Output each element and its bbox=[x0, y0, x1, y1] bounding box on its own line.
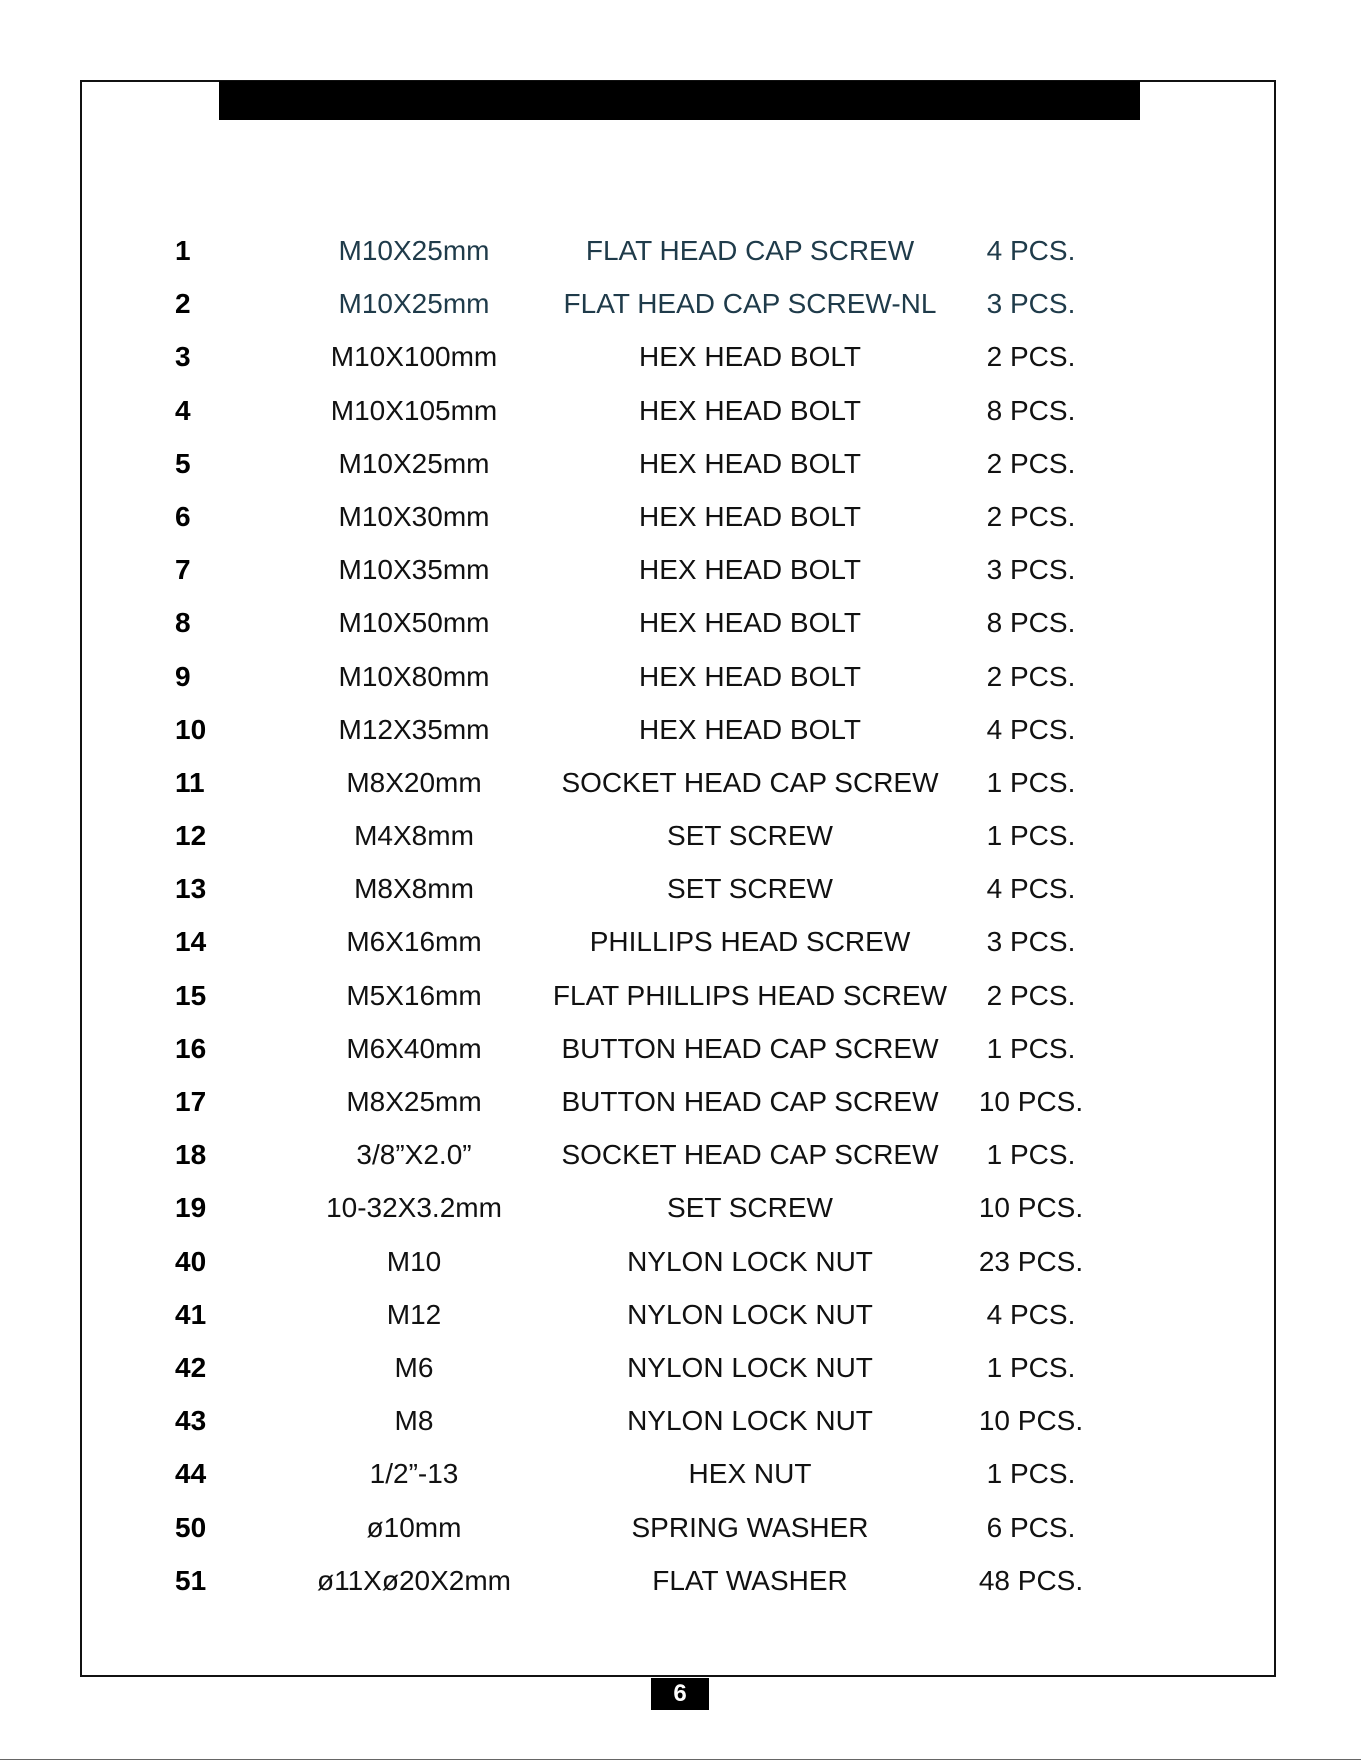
part-number: 9 bbox=[175, 660, 191, 692]
part-quantity: 4 PCS. bbox=[986, 873, 1076, 905]
part-quantity: 2 PCS. bbox=[986, 447, 1076, 479]
hardware-row bbox=[0, 596, 1361, 649]
part-description: HEX NUT bbox=[688, 1458, 812, 1490]
part-number: 19 bbox=[175, 1192, 207, 1224]
part-number: 16 bbox=[175, 1032, 207, 1064]
part-size: M12X35mm bbox=[338, 713, 490, 745]
part-description: HEX HEAD BOLT bbox=[639, 500, 861, 532]
hardware-row bbox=[0, 384, 1361, 437]
part-quantity: 2 PCS. bbox=[986, 341, 1076, 373]
hardware-row bbox=[0, 809, 1361, 862]
hardware-row bbox=[0, 862, 1361, 915]
part-description: NYLON LOCK NUT bbox=[627, 1351, 873, 1383]
part-quantity: 4 PCS. bbox=[986, 713, 1076, 745]
part-description: HEX HEAD BOLT bbox=[639, 554, 861, 586]
hardware-row bbox=[0, 969, 1361, 1022]
part-quantity: 10 PCS. bbox=[978, 1405, 1084, 1437]
hardware-row bbox=[0, 490, 1361, 543]
part-number: 3 bbox=[175, 341, 191, 373]
part-quantity: 10 PCS. bbox=[978, 1086, 1084, 1117]
part-description: HEX HEAD BOLT bbox=[639, 607, 861, 639]
hardware-row bbox=[0, 1075, 1361, 1128]
part-number: 8 bbox=[175, 607, 191, 639]
part-description: HEX HEAD BOLT bbox=[639, 341, 861, 373]
part-number: 40 bbox=[175, 1245, 207, 1277]
part-size: M6X40mm bbox=[346, 1032, 482, 1064]
part-size: M10X105mm bbox=[330, 394, 498, 426]
part-quantity: 3 PCS. bbox=[986, 926, 1076, 958]
part-quantity: 10 PCS. bbox=[978, 1192, 1084, 1224]
part-description: PHILLIPS HEAD SCREW bbox=[589, 926, 911, 958]
part-size: M10X100mm bbox=[330, 341, 498, 373]
part-quantity: 2 PCS. bbox=[986, 500, 1076, 532]
part-number: 4 bbox=[175, 394, 191, 426]
part-description: NYLON LOCK NUT bbox=[627, 1245, 873, 1277]
part-size: M10X80mm bbox=[338, 660, 490, 692]
part-description: SET SCREW bbox=[667, 1192, 833, 1224]
part-number: 13 bbox=[175, 873, 207, 905]
part-number: 15 bbox=[175, 979, 207, 1011]
part-number: 1 bbox=[175, 235, 191, 266]
part-number: 17 bbox=[175, 1086, 207, 1117]
part-description: SOCKET HEAD CAP SCREW bbox=[561, 1139, 939, 1171]
part-description: SOCKET HEAD CAP SCREW bbox=[561, 766, 939, 798]
header-bar bbox=[219, 81, 1140, 120]
part-size: 10-32X3.2mm bbox=[326, 1192, 502, 1224]
part-size: M10X25mm bbox=[338, 235, 490, 266]
part-quantity: 3 PCS. bbox=[986, 288, 1076, 320]
part-quantity: 1 PCS. bbox=[986, 766, 1076, 798]
part-number: 6 bbox=[175, 500, 191, 532]
part-quantity: 1 PCS. bbox=[986, 1139, 1076, 1171]
hardware-row bbox=[0, 756, 1361, 809]
part-number: 18 bbox=[175, 1139, 207, 1171]
part-size: M8X8mm bbox=[354, 873, 474, 905]
hardware-row bbox=[0, 1501, 1361, 1554]
part-number: 11 bbox=[175, 766, 205, 798]
part-number: 7 bbox=[175, 554, 191, 586]
part-size: M10X30mm bbox=[338, 500, 490, 532]
part-quantity: 3 PCS. bbox=[986, 554, 1076, 586]
part-description: NYLON LOCK NUT bbox=[627, 1405, 873, 1437]
hardware-row bbox=[0, 1022, 1361, 1075]
hardware-row bbox=[0, 1181, 1361, 1234]
part-size: M10 bbox=[386, 1245, 442, 1277]
part-size: M8X25mm bbox=[346, 1086, 482, 1117]
part-size: M10X25mm bbox=[338, 447, 490, 479]
hardware-row bbox=[0, 1447, 1361, 1500]
part-number: 42 bbox=[175, 1351, 207, 1383]
part-quantity: 1 PCS. bbox=[986, 1032, 1076, 1064]
hardware-row bbox=[0, 1288, 1361, 1341]
part-number: 51 bbox=[175, 1564, 207, 1596]
part-number: 50 bbox=[175, 1511, 207, 1543]
part-number: 2 bbox=[175, 288, 191, 320]
part-quantity: 4 PCS. bbox=[986, 235, 1076, 266]
part-number: 44 bbox=[175, 1458, 207, 1490]
part-quantity: 1 PCS. bbox=[986, 1351, 1076, 1383]
part-size: M10X35mm bbox=[338, 554, 490, 586]
part-size: M6 bbox=[394, 1351, 434, 1383]
hardware-row bbox=[0, 543, 1361, 596]
part-description: SPRING WASHER bbox=[631, 1511, 869, 1543]
part-quantity: 8 PCS. bbox=[986, 394, 1076, 426]
part-size: M8 bbox=[394, 1405, 434, 1437]
hardware-row bbox=[0, 1128, 1361, 1181]
part-description: BUTTON HEAD CAP SCREW bbox=[561, 1032, 939, 1064]
part-quantity: 48 PCS. bbox=[978, 1564, 1084, 1596]
part-quantity: 8 PCS. bbox=[986, 607, 1076, 639]
part-description: HEX HEAD BOLT bbox=[639, 447, 861, 479]
part-description: HEX HEAD BOLT bbox=[639, 394, 861, 426]
part-size: 3/8”X2.0” bbox=[356, 1139, 472, 1171]
hardware-row bbox=[0, 1341, 1361, 1394]
part-number: 41 bbox=[175, 1298, 207, 1330]
part-size: M8X20mm bbox=[346, 766, 482, 798]
part-description: FLAT WASHER bbox=[652, 1564, 848, 1596]
part-number: 43 bbox=[175, 1405, 207, 1437]
part-description: NYLON LOCK NUT bbox=[627, 1298, 873, 1330]
part-quantity: 2 PCS. bbox=[986, 979, 1076, 1011]
part-size: ø11Xø20X2mm bbox=[317, 1564, 511, 1596]
hardware-row bbox=[0, 277, 1361, 330]
hardware-row bbox=[0, 650, 1361, 703]
part-size: M6X16mm bbox=[346, 926, 482, 958]
hardware-row bbox=[0, 1554, 1361, 1607]
part-size: ø10mm bbox=[366, 1511, 462, 1543]
part-size: M12 bbox=[386, 1298, 442, 1330]
page-number: 6 bbox=[651, 1678, 709, 1710]
part-quantity: 1 PCS. bbox=[986, 1458, 1076, 1490]
part-quantity: 23 PCS. bbox=[978, 1245, 1084, 1277]
part-description: BUTTON HEAD CAP SCREW bbox=[561, 1086, 939, 1117]
hardware-row bbox=[0, 1235, 1361, 1288]
part-size: 1/2”-13 bbox=[369, 1458, 459, 1490]
part-size: M5X16mm bbox=[346, 979, 482, 1011]
part-quantity: 2 PCS. bbox=[986, 660, 1076, 692]
part-description: HEX HEAD BOLT bbox=[639, 660, 861, 692]
part-description: FLAT HEAD CAP SCREW-NL bbox=[563, 288, 937, 320]
part-quantity: 4 PCS. bbox=[986, 1298, 1076, 1330]
part-number: 5 bbox=[175, 447, 191, 479]
part-number: 12 bbox=[175, 820, 207, 852]
part-size: M10X50mm bbox=[338, 607, 490, 639]
hardware-row bbox=[0, 437, 1361, 490]
part-size: M4X8mm bbox=[354, 820, 474, 852]
hardware-row bbox=[0, 703, 1361, 756]
hardware-row bbox=[0, 1394, 1361, 1447]
part-number: 10 bbox=[175, 713, 207, 745]
part-description: SET SCREW bbox=[667, 873, 833, 905]
part-size: M10X25mm bbox=[338, 288, 490, 320]
part-description: FLAT PHILLIPS HEAD SCREW bbox=[552, 979, 948, 1011]
hardware-row bbox=[0, 915, 1361, 968]
hardware-list bbox=[0, 224, 1361, 1607]
part-description: SET SCREW bbox=[667, 820, 833, 852]
hardware-row bbox=[0, 224, 1361, 277]
part-description: HEX HEAD BOLT bbox=[639, 713, 861, 745]
part-quantity: 1 PCS. bbox=[986, 820, 1076, 852]
hardware-row bbox=[0, 330, 1361, 383]
part-quantity: 6 PCS. bbox=[986, 1511, 1076, 1543]
part-number: 14 bbox=[175, 926, 207, 958]
part-description: FLAT HEAD CAP SCREW bbox=[585, 235, 915, 266]
bottom-rule bbox=[0, 1759, 1361, 1760]
